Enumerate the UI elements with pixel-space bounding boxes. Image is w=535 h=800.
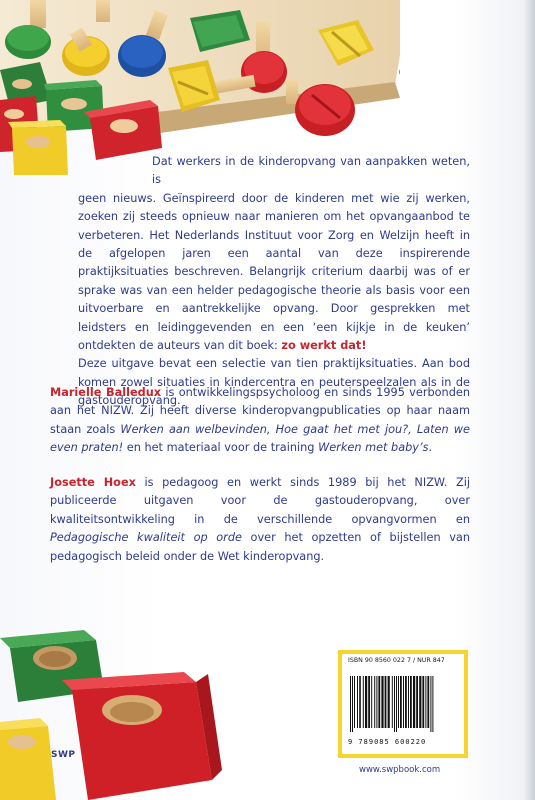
barcode-bar (430, 676, 431, 732)
author-bio-text: is pedagoog en werkt sinds 1989 bij het NIZW. Zij publiceerde uitgaven voor de gastouderopvang, over kwaliteitsontwikkeling in de verschillende opvangvormen en (50, 476, 470, 526)
toy-nut (62, 672, 222, 800)
barcode-bar (381, 676, 383, 728)
publisher-logo: SWP (51, 750, 76, 760)
barcode-bar (359, 676, 361, 728)
barcode-bar (419, 676, 421, 728)
barcode-bar (378, 676, 380, 728)
author-name: Marielle Balledux (50, 386, 162, 399)
barcode-bar (352, 676, 353, 732)
barcode-bar (400, 676, 402, 728)
toy-nut (0, 718, 56, 800)
intro-highlight: zo werkt dat! (281, 339, 367, 353)
isbn-panel (342, 654, 464, 754)
intro-paragraph (78, 153, 470, 411)
barcode-bar (394, 676, 395, 732)
barcode-number: 9 789085 600220 (348, 738, 427, 746)
toy-nuts-photo (0, 630, 240, 800)
barcode (348, 676, 458, 732)
barcode-bar (410, 676, 412, 728)
barcode-bar (368, 676, 370, 728)
toy-nut (8, 120, 68, 175)
toy-bolts-photo (0, 0, 400, 175)
barcode-bar (425, 676, 426, 728)
barcode-bar (413, 676, 415, 728)
publication-titles: Werken aan welbevinden, Hoe gaat het met jou?, Laten we even praten! (50, 422, 470, 455)
barcode-bar (350, 676, 351, 732)
barcode-bar (403, 676, 404, 728)
barcode-bar (357, 676, 358, 728)
barcode-bar (371, 676, 372, 728)
barcode-bar (422, 676, 424, 728)
barcode-bar (376, 676, 377, 728)
publisher-url: www.swpbook.com (359, 765, 441, 775)
barcode-bar (432, 676, 433, 732)
barcode-bar (398, 676, 399, 728)
barcode-bar (405, 676, 407, 728)
barcode-bar (392, 676, 393, 728)
cover-edge-shadow (523, 0, 535, 800)
publication-title: Pedagogische kwaliteit op orde (50, 531, 242, 545)
author-bio-balledux (50, 384, 470, 458)
selection-paragraph: Deze uitgave bevat een selectie van tien praktijksituaties. Aan bod komen zowel situaties in kindercentra en peuterspeelzalen als in de gastouderopvang. (78, 357, 470, 408)
barcode-bar (396, 676, 397, 732)
barcode-bar (374, 676, 375, 728)
barcode-bar (363, 676, 364, 728)
author-bio-hoex (50, 474, 470, 566)
isbn-line: ISBN 90 8560 022 7 / NUR 847 (348, 657, 445, 664)
isbn-box (338, 650, 468, 758)
intro-first-line: Dat werkers in de kinderopvang van aanpakken weten, is (152, 155, 470, 187)
intro-body-text: geen nieuws. Geïnspireerd door de kinderen met wie zij werken, zoeken zij steeds opnieuw naar manieren om het opvangaanbod te verbeteren. Het Nederlands Instituut voor Zorg en Welzijn heeft in de afgelopen jaren een aantal van deze inspirerende praktijksituaties beschreven. Belangrijk criterium daarbij was of er sprake was van een helder pedagogische theorie als basis voor een uitvoerbare en aantrekkelijke opvang. Door gesprekken met leidsters en leidinggevenden en een ‘een kijkje in de keuken’ ontdekten de auteurs van dit boek: (78, 191, 470, 353)
author-bio-text: is ontwikkelingspsycholoog en sinds 1995 verbonden aan het NIZW. Zij heeft diverse kinderopvangpublicaties op haar naam staan zoals (50, 386, 470, 436)
intro-body (78, 190, 470, 356)
barcode-bar (408, 676, 409, 728)
barcode-bar (416, 676, 418, 728)
barcode-bar (385, 676, 387, 728)
author-bio-text: over het opzetten of bijstellen van pedagogisch beleid onder de Wet kinderopvang. (50, 531, 470, 563)
barcode-bar (354, 676, 355, 728)
author-bio-text: en het materiaal voor de training (123, 441, 319, 455)
training-title: Werken met baby’s (318, 441, 429, 455)
barcode-bar (388, 676, 390, 728)
barcode-bar (365, 676, 367, 728)
author-bio-text: . (428, 441, 433, 455)
barcode-bar (427, 676, 429, 728)
author-name: Josette Hoex (50, 476, 136, 489)
